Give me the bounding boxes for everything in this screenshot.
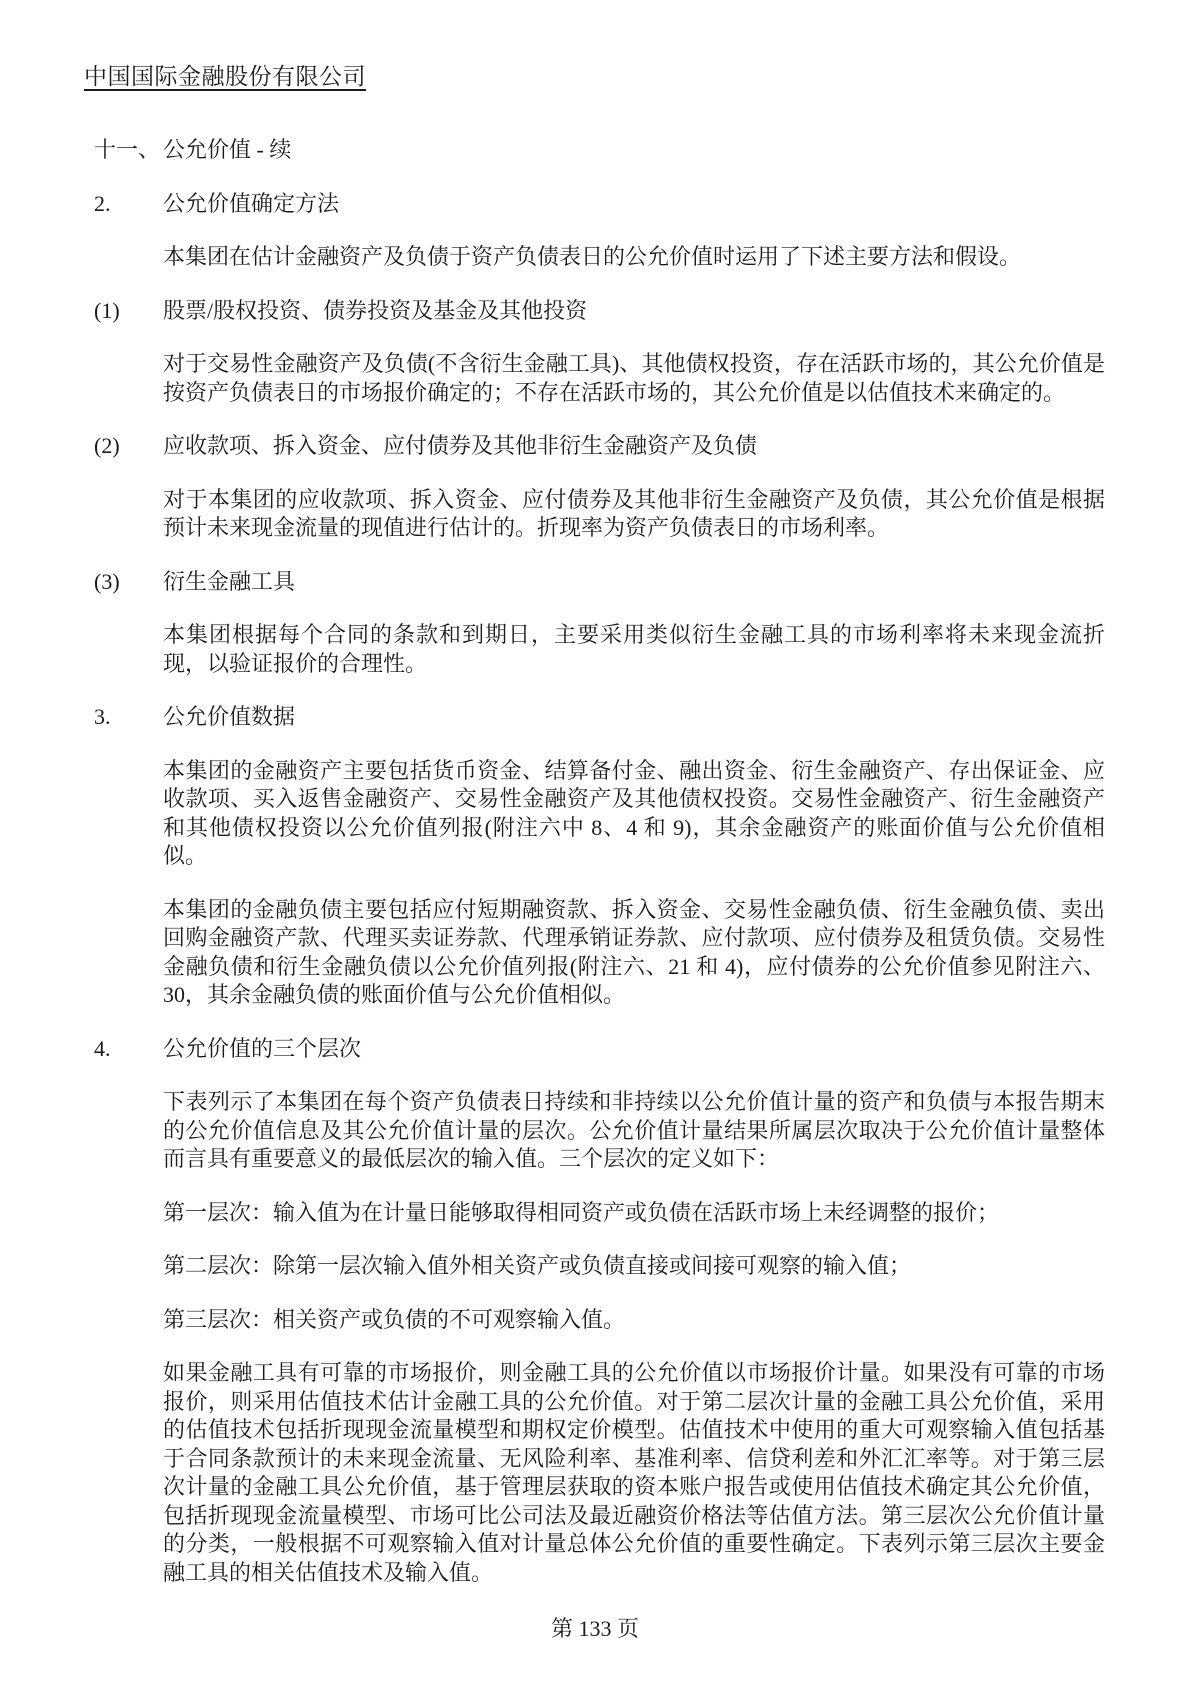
definition-text: 第三层次：相关资产或负债的不可观察输入值。 [163,1306,626,1332]
paragraph-text: 下表列示了本集团在每个资产负债表日持续和非持续以公允价值计量的资产和负债与本报告期末的公允价值信息及其公允价值计量的层次。公允价值计量结果所属层次取决于公允价值计量整体而言具有重要意义的最低层次的输入值。三个层次的定义如下： [163,1089,1105,1171]
paragraph [84,486,1105,543]
paragraph-text: 本集团的金融负债主要包括应付短期融资款、拆入资金、交易性金融负债、衍生金融负债、卖出回购金融资产款、代理买卖证券款、代理承销证券款、应付款项、应付债券及租赁负债。交易性金融负债和衍生金融负债以公允价值列报(附注六、21 和 4)，应付债券的公允价值参见附注六、30，其余金融负债的账面价值与公允价值相似。 [163,896,1105,1007]
item-heading-3 [84,568,1105,597]
definition-text: 第一层次：输入值为在计量日能够取得相同资产或负债在活跃市场上未经调整的报价； [163,1199,1000,1225]
paragraph-text: 本集团在估计金融资产及负债于资产负债表日的公允价值时运用了下述主要方法和假设。 [163,244,1022,269]
level-2-definition [84,1252,1105,1281]
subsection-heading-3 [84,703,1105,732]
item-number: (3) [94,568,120,594]
paragraph [84,896,1105,1010]
item-title: 股票/股权投资、债券投资及基金及其他投资 [163,297,588,323]
subsection-title: 公允价值数据 [163,704,296,729]
paragraph-text: 本集团根据每个合同的条款和到期日，主要采用类似衍生金融工具的市场利率将未来现金流折现，以验证报价的合理性。 [163,622,1105,676]
section-number: 十一、 [94,137,161,162]
paragraph-text: 本集团的金融资产主要包括货币资金、结算备付金、融出资金、衍生金融资产、存出保证金、应收款项、买入返售金融资产、交易性金融资产及其他债权投资。交易性金融资产、衍生金融资产和其他债权投资以公允价值列报(附注六中 8、4 和 9)，其余金融资产的账面价值与公允价值相似。 [163,757,1105,868]
paragraph-text: 对于交易性金融资产及负债(不含衍生金融工具)、其他债权投资，存在活跃市场的，其公允价值是按资产负债表日的市场报价确定的；不存在活跃市场的，其公允价值是以估值技术来确定的。 [163,351,1105,405]
item-number: (2) [94,433,120,458]
item-title: 应收款项、拆入资金、应付债券及其他非衍生金融资产及负债 [163,433,758,458]
paragraph-text: 如果金融工具有可靠的市场报价，则金融工具的公允价值以市场报价计量。如果没有可靠的市场报价，则采用估值技术估计金融工具的公允价值。对于第二层次计量的金融工具公允价值，采用的估值技术包括折现现金流量模型和期权定价模型。估值技术中使用的重大可观察输入值包括基于合同条款预计的未来现金流量、无风险利率、基准利率、信贷利差和外汇汇率等。对于第三层次计量的金融工具公允价值，基于管理层获取的资本账户报告或使用估值技术确定其公允价值，包括折现现金流量模型、市场可比公司法及最近融资价格法等估值方法。第三层次公允价值计量的分类，一般根据不可观察输入值对计量总体公允价值的重要性确定。下表列示第三层次主要金融工具的相关估值技术及输入值。 [163,1360,1105,1585]
paragraph [84,243,1105,272]
subsection-title: 公允价值的三个层次 [163,1035,362,1061]
paragraph-text: 对于本集团的应收款项、拆入资金、应付债券及其他非衍生金融资产及负债，其公允价值是根据预计未来现金流量的现值进行估计的。折现率为资产负债表日的市场利率。 [163,486,1105,540]
paragraph [84,1088,1105,1174]
section-heading-11 [84,136,1105,165]
subsection-heading-4 [84,1035,1105,1064]
paragraph [84,1359,1105,1587]
company-name: 中国国际金融股份有限公司 [84,64,366,89]
section-title: 公允价值 - 续 [163,137,292,162]
definition-text: 第二层次：除第一层次输入值外相关资产或负债直接或间接可观察的输入值； [163,1253,912,1278]
item-title: 衍生金融工具 [163,568,296,594]
paragraph [84,757,1105,871]
subsection-title: 公允价值确定方法 [163,190,340,216]
level-1-definition [84,1199,1105,1228]
subsection-number: 3. [94,704,111,729]
item-heading-2 [84,432,1105,461]
level-3-definition [84,1306,1105,1335]
item-heading-1 [84,297,1105,326]
page-number: 第 133 页 [550,1616,639,1641]
subsection-number: 4. [94,1035,111,1061]
paragraph [84,621,1105,678]
subsection-heading-2 [84,190,1105,219]
paragraph [84,350,1105,407]
item-number: (1) [94,297,120,323]
subsection-number: 2. [94,190,111,216]
